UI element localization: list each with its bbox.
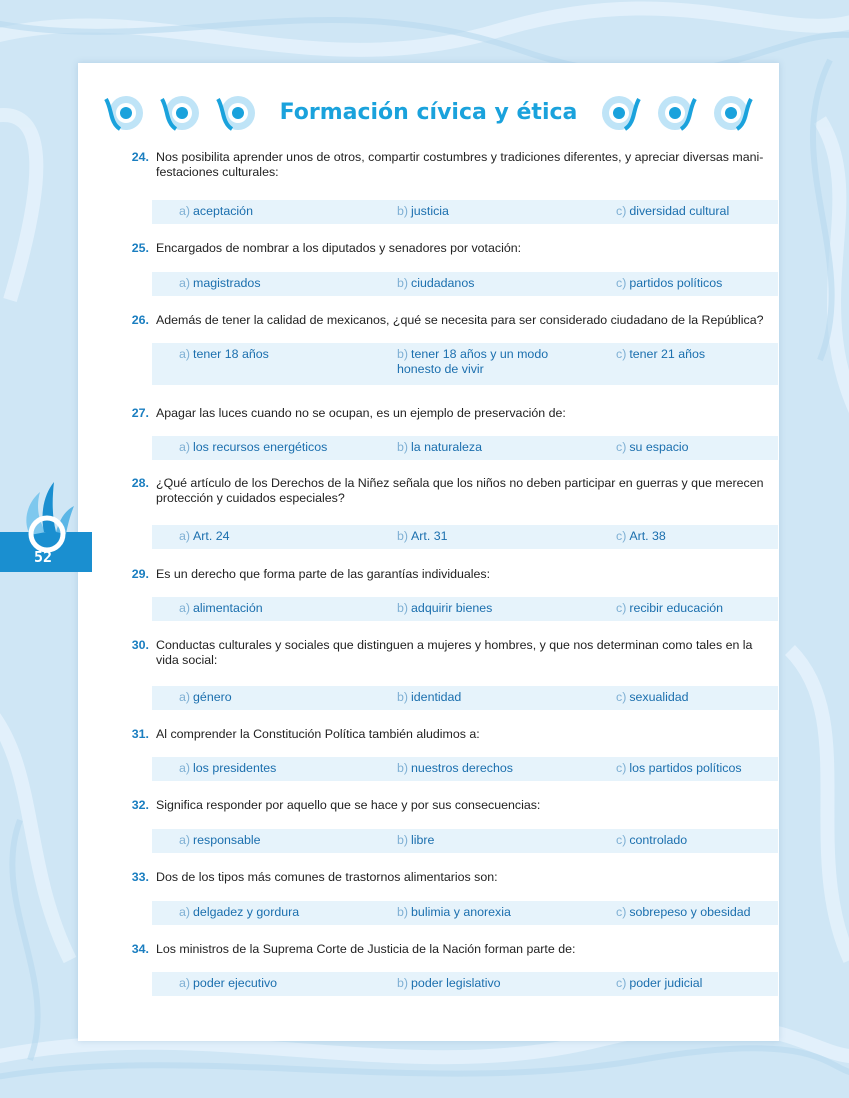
question-text-line: Encargados de nombrar a los diputados y senadores por votación: — [156, 241, 522, 255]
option-letter: a) — [179, 761, 191, 775]
option-c[interactable] — [616, 976, 776, 991]
question-27 — [119, 406, 769, 421]
swirl-ornament-left-icon — [98, 89, 266, 135]
answer-row-25 — [152, 272, 778, 296]
answer-row-29 — [152, 597, 778, 621]
question-number: 25. — [131, 241, 149, 255]
page-number: 52 — [34, 548, 53, 566]
option-letter: b) — [397, 761, 409, 775]
option-text: nuestros derechos — [411, 761, 513, 775]
option-letter: c) — [616, 440, 627, 454]
option-text: poder ejecutivo — [193, 976, 278, 990]
question-text-line: Nos posibilita aprender unos de otros, compartir costumbres y tradiciones diferentes, y apreciar diversas mani- — [156, 150, 764, 164]
option-letter: a) — [179, 529, 191, 543]
option-text: tener 21 años — [629, 347, 706, 361]
option-letter: a) — [179, 976, 191, 990]
option-a[interactable] — [179, 601, 379, 616]
option-text: los recursos energéticos — [193, 440, 328, 454]
option-text: libre — [411, 833, 435, 847]
option-letter: a) — [179, 905, 191, 919]
option-letter: b) — [397, 905, 409, 919]
question-text-line: Conductas culturales y sociales que distinguen a mujeres y hombres, y que nos determinan como tales en la — [156, 638, 753, 652]
option-text: aceptación — [193, 204, 253, 218]
option-letter: c) — [616, 833, 627, 847]
question-number: 27. — [131, 406, 149, 420]
question-29 — [119, 567, 769, 582]
option-letter: a) — [179, 440, 191, 454]
option-letter: b) — [397, 440, 409, 454]
option-text: poder judicial — [629, 976, 703, 990]
question-number: 24. — [131, 150, 149, 164]
question-text-line: protección y cuidados especiales? — [156, 491, 345, 505]
option-text: tener 18 años — [193, 347, 269, 361]
question-text-line: ¿Qué artículo de los Derechos de la Niñez señala que los niños no deben participar en guerras y que merecen — [156, 476, 764, 490]
option-letter: c) — [616, 529, 627, 543]
option-letter: c) — [616, 690, 627, 704]
option-letter: a) — [179, 690, 191, 704]
question-text-line: festaciones culturales: — [156, 165, 279, 179]
answer-row-34 — [152, 972, 778, 996]
option-a[interactable] — [179, 690, 379, 705]
question-number: 30. — [131, 638, 149, 652]
option-text: magistrados — [193, 276, 261, 290]
option-a[interactable] — [179, 761, 379, 776]
option-text: responsable — [193, 833, 261, 847]
option-b[interactable] — [397, 276, 597, 291]
option-text: poder legislativo — [411, 976, 501, 990]
answer-row-33 — [152, 901, 778, 925]
question-32 — [119, 798, 769, 813]
option-b[interactable] — [397, 761, 597, 776]
question-text-line: Es un derecho que forma parte de las garantías individuales: — [156, 567, 491, 581]
option-letter: a) — [179, 601, 191, 615]
option-text: alimentación — [193, 601, 263, 615]
question-24 — [119, 150, 769, 180]
option-a[interactable] — [179, 204, 379, 219]
question-26 — [119, 313, 769, 328]
option-letter: c) — [616, 601, 627, 615]
option-letter: c) — [616, 347, 627, 361]
question-33 — [119, 870, 769, 885]
page-title: Formación cívica y ética — [279, 99, 578, 125]
option-c[interactable] — [616, 347, 776, 362]
option-letter: b) — [397, 204, 409, 218]
option-letter: a) — [179, 833, 191, 847]
option-b[interactable] — [397, 601, 597, 616]
question-number: 26. — [131, 313, 149, 327]
option-b[interactable] — [397, 440, 597, 455]
answer-row-24 — [152, 200, 778, 224]
answer-row-31 — [152, 757, 778, 781]
option-text: partidos políticos — [629, 276, 723, 290]
answer-row-32 — [152, 829, 778, 853]
option-letter: a) — [179, 347, 191, 361]
option-letter: c) — [616, 204, 627, 218]
option-letter: a) — [179, 276, 191, 290]
option-text: tener 18 años y un modo honesto de vivir — [397, 347, 549, 376]
question-text-line: Al comprender la Constitución Política también aludimos a: — [156, 727, 480, 741]
option-text: bulimia y anorexia — [411, 905, 511, 919]
option-letter: c) — [616, 905, 627, 919]
option-a[interactable] — [179, 976, 379, 991]
option-a[interactable] — [179, 905, 379, 920]
question-28 — [119, 476, 769, 506]
option-text: sexualidad — [629, 690, 689, 704]
option-c[interactable] — [616, 204, 776, 219]
question-text-line: vida social: — [156, 653, 218, 667]
page-header — [78, 89, 779, 135]
question-30 — [119, 638, 769, 668]
option-b[interactable] — [397, 833, 597, 848]
option-c[interactable] — [616, 761, 776, 776]
option-letter: c) — [616, 761, 627, 775]
option-a[interactable] — [179, 440, 379, 455]
option-text: los presidentes — [193, 761, 277, 775]
option-letter: c) — [616, 276, 627, 290]
option-text: su espacio — [629, 440, 689, 454]
question-number: 28. — [131, 476, 149, 490]
option-a[interactable] — [179, 347, 379, 362]
question-text-line: Dos de los tipos más comunes de trastornos alimentarios son: — [156, 870, 498, 884]
option-text: Art. 38 — [629, 529, 666, 543]
question-text-line: Además de tener la calidad de mexicanos, ¿qué se necesita para ser considerado ciudadano de la República? — [156, 313, 764, 327]
option-letter: b) — [397, 276, 409, 290]
option-b[interactable] — [397, 204, 597, 219]
option-letter: b) — [397, 529, 409, 543]
option-b[interactable] — [397, 905, 597, 920]
option-b[interactable] — [397, 347, 567, 377]
answer-row-27 — [152, 436, 778, 460]
question-number: 32. — [131, 798, 149, 812]
option-text: sobrepeso y obesidad — [629, 905, 751, 919]
question-number: 29. — [131, 567, 149, 581]
question-25 — [119, 241, 769, 256]
option-b[interactable] — [397, 690, 597, 705]
option-text: delgadez y gordura — [193, 905, 300, 919]
question-34 — [119, 942, 769, 957]
option-text: Art. 31 — [411, 529, 448, 543]
option-text: diversidad cultural — [629, 204, 730, 218]
option-letter: b) — [397, 690, 409, 704]
option-letter: a) — [179, 204, 191, 218]
option-c[interactable] — [616, 690, 776, 705]
swirl-ornament-right-icon — [591, 89, 759, 135]
question-number: 34. — [131, 942, 149, 956]
question-number: 33. — [131, 870, 149, 884]
question-number: 31. — [131, 727, 149, 741]
option-b[interactable] — [397, 529, 597, 544]
option-c[interactable] — [616, 833, 776, 848]
question-text-line: Los ministros de la Suprema Corte de Justicia de la Nación forman parte de: — [156, 942, 576, 956]
option-text: recibir educación — [629, 601, 723, 615]
option-c[interactable] — [616, 276, 776, 291]
option-text: controlado — [629, 833, 688, 847]
option-a[interactable] — [179, 276, 379, 291]
option-text: Art. 24 — [193, 529, 230, 543]
option-text: adquirir bienes — [411, 601, 493, 615]
option-text: los partidos políticos — [629, 761, 742, 775]
option-letter: b) — [397, 976, 409, 990]
question-text-line: Apagar las luces cuando no se ocupan, es un ejemplo de preservación de: — [156, 406, 566, 420]
option-c[interactable] — [616, 529, 776, 544]
worksheet-page — [78, 63, 779, 1041]
option-text: justicia — [411, 204, 449, 218]
option-letter: b) — [397, 347, 409, 361]
option-a[interactable] — [179, 529, 379, 544]
option-letter: b) — [397, 833, 409, 847]
question-31 — [119, 727, 769, 742]
option-b[interactable] — [397, 976, 597, 991]
option-text: la naturaleza — [411, 440, 482, 454]
question-text-line: Significa responder por aquello que se hace y por sus consecuencias: — [156, 798, 541, 812]
option-text: ciudadanos — [411, 276, 475, 290]
option-text: identidad — [411, 690, 462, 704]
answer-row-28 — [152, 525, 778, 549]
option-c[interactable] — [616, 601, 776, 616]
answer-row-30 — [152, 686, 778, 710]
option-letter: b) — [397, 601, 409, 615]
option-c[interactable] — [616, 440, 776, 455]
answer-row-26 — [152, 343, 778, 385]
option-a[interactable] — [179, 833, 379, 848]
option-letter: c) — [616, 976, 627, 990]
option-text: género — [193, 690, 232, 704]
option-c[interactable] — [616, 905, 776, 920]
